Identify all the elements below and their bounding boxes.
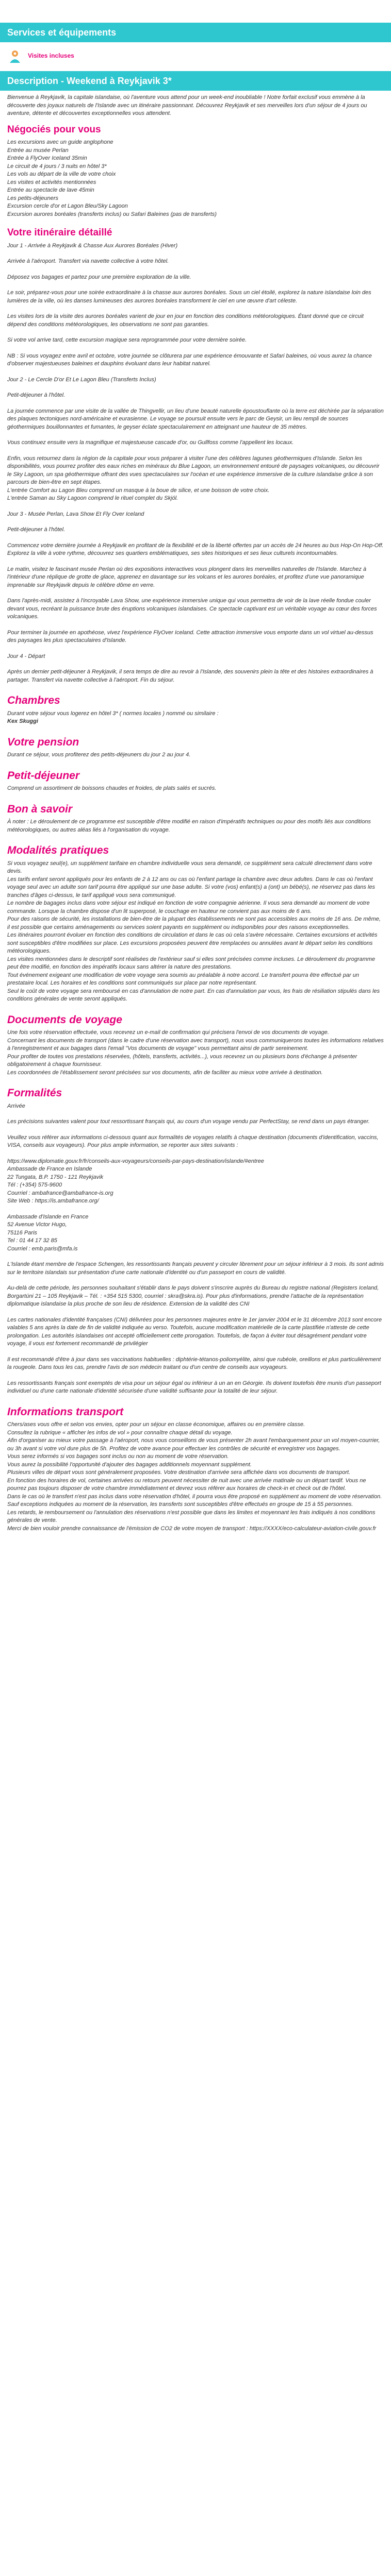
list-item: Les petits-déjeuners xyxy=(7,195,59,201)
visites-incluses-label: Visites incluses xyxy=(28,52,74,60)
list-item: Excursion aurores boréales (transferts inclus) ou Safari Baleines (pas de transferts) xyxy=(7,211,217,217)
documents-heading: Documents de voyage xyxy=(7,1013,122,1026)
day1-paragraph: Si votre vol arrive tard, cette excursion magique sera reprogrammée pour votre dernière soirée. xyxy=(7,337,247,343)
day2-paragraph: La journée commence par une visite de la vallée de Thingvellir, un lieu d'une beauté naturelle époustouflante où la terre est déchirée par la séparation des plaques tectoniques nord-américaine et eurasienne. Le voyage se poursuit ensuite vers le parc de Geysir, un lieu rempli de sources géothermiques bouillonnantes et fumantes, le geyser éclate spectaculairement en atteignant une hauteur de 35 mètres. xyxy=(7,408,384,430)
day3-paragraph: Petit-déjeuner à l'hôtel. xyxy=(7,527,66,533)
day1-title: Jour 1 - Arrivée à Reykjavik & Chasse Aux Aurores Boréales (Hiver) xyxy=(7,242,178,249)
list-item: En fonction des horaires de vol, certaines arrivées ou retours peuvent nécessiter de nuit avec une arrivée matinale ou un départ tardif. Vous ne pourrez pas toujours disposer de votre chambre immédiatement et devrez vous référer aux horaires de check-in et check out de l'hôtel. xyxy=(7,1477,366,1492)
modalites-paragraph: Le nombre de bagages inclus dans votre séjour est indiqué en fonction de votre compagnie aérienne. Il vous sera demandé au moment de votre commande. Lorsque la chambre dispose d'un lit superposé, le couchage en hauteur ne convient pas aux moins de 6 ans. xyxy=(7,900,370,914)
modalites-paragraph: Si vous voyagez seul(e), un supplément tarifaire en chambre individuelle vous sera demandé, ce supplément sera calculé directement dans votre devis. xyxy=(7,860,372,874)
list-item: Entrée au musée Perlan xyxy=(7,147,69,154)
list-item: Vous aurez la possibilité l'opportunité d'ajouter des bagages additionnels moyennant supplément. xyxy=(7,1461,252,1468)
chambres-heading: Chambres xyxy=(7,694,60,706)
day2-title: Jour 2 - Le Cercle D'or Et Le Lagon Bleu (Transferts Inclus) xyxy=(7,376,156,383)
pension-text: Durant ce séjour, vous profiterez des petits-déjeuners du jour 2 au jour 4. xyxy=(7,752,191,758)
day2-paragraph: Enfin, vous retournez dans la région de la capitale pour vous préparer à visiter l'une des célèbres lagunes géothermiques d'Islande. Selon les disponibilités, vous pourrez profiter des eaux riches en minéraux du Blue Lagoon, un environnement entouré de paysages volcaniques, ou découvrir le Sky Lagoon, un spa géothermique offrant des vues spectaculaires sur l'océan et une expérience immersive de la culture islandaise grâce à son parcours de bien-être en sept étapes. xyxy=(7,455,380,485)
day1-paragraph: Les visites lors de la visite des aurores boréales varient de jour en jour en fonction des conditions météorologiques. Étant donné que ce circuit dépend des conditions météorologiques, les observations ne sont pas garanties. xyxy=(7,313,364,328)
description-content xyxy=(0,91,391,1538)
formalites-paragraph: Les cartes nationales d'identité françaises (CNI) délivrées pour les personnes majeures entre le 1er janvier 2004 et le 31 décembre 2013 sont encore valables 5 ans après la date de fin de validité indiquée au verso. Toutefois, aucune modification matérielle de la carte plastifiée n'atteste de cette prolongation. Les autorités islandaises ont accepté officiellement cette prorogation. Toutefois, de façon à éviter tout désagrément pendant votre voyage, il vous est fortement recommandé de privilégier xyxy=(7,1316,382,1347)
modalites-paragraph: Les itinéraires pourront évoluer en fonction des conditions de circulation et dans le cas où cela s'avère nécessaire. Certaines excursions et activités sont susceptibles d'être modifiées sur place. Les excursions proposées peuvent être remplacées ou annulées avant le départ selon les conditions météorologiques. xyxy=(7,932,378,954)
day2-paragraph: Petit-déjeuner à l'hôtel. xyxy=(7,392,66,398)
petitdej-heading: Petit-déjeuner xyxy=(7,769,80,782)
diplomatie-link[interactable]: https://www.diplomatie.gouv.fr/fr/conseils-aux-voyageurs/conseils-par-pays-destination/islande/#entree xyxy=(7,1158,264,1164)
day2-paragraph: L'entrée Comfort au Lagon Bleu comprend un masque à la boue de silice, et une boisson de votre choix. xyxy=(7,487,270,494)
savoir-heading: Bon à savoir xyxy=(7,803,73,815)
negocie-list xyxy=(7,139,384,218)
list-item: Le circuit de 4 jours / 3 nuits en hôtel 3* xyxy=(7,163,107,170)
modalites-paragraph: Pour des raisons de sécurité, les installations de bien-être de la plupart des établissements ne sont pas accessibles aux moins de 16 ans. De même, il est possible que certains aménagements ou services soient payants en supplément ou indisponibles pour des raisons exceptionnelles. xyxy=(7,916,381,930)
list-item: Entrée à FlyOver Iceland 35min xyxy=(7,155,87,161)
savoir-text: À noter : Le déroulement de ce programme est susceptible d'être modifié en raison d'impératifs techniques ou pour des motifs liés aux conditions météorologiques, ou autres aléas liés à l'organisation du voyage. xyxy=(7,819,371,833)
transport-heading: Informations transport xyxy=(7,1405,124,1418)
formalites-paragraph: L'Islande étant membre de l'espace Schengen, les ressortissants français peuvent y circuler librement pour un séjour inférieur à 3 mois. Ils sont admis sur le territoire islandais sur présentation d'une carte nationale d'identité ou d'un passeport en cours de validité. xyxy=(7,1261,384,1276)
contact-line: Site Web : https://is.ambafrance.org/ xyxy=(7,1198,99,1204)
day1-paragraph: NB : Si vous voyagez entre avril et octobre, votre journée se clôturera par une expérience émouvante et Safari baleines, où vous aurez la chance d'observer majestueuses baleines et dauphins évoluant dans leur habitat naturel. xyxy=(7,352,372,367)
modalites-paragraph: Les visites mentionnées dans le descriptif sont réalisées de l'extérieur sauf si elles sont précisées comme incluses. Le déroulement du programme peut être modifié, en fonction des impératifs locaux sans altérer la nature des prestations. xyxy=(7,956,376,970)
modalites-heading: Modalités pratiques xyxy=(7,844,109,856)
description-title: Description - Weekend à Reykjavik 3* xyxy=(7,76,172,86)
day3-paragraph: Pour terminer la journée en apothéose, vivez l'expérience FlyOver Iceland. Cette attraction immersive vous emporte dans un vol virtuel au-dessus des paysages les plus spectaculaires d'Islande. xyxy=(7,629,373,643)
embassy-block xyxy=(7,1213,384,1253)
description-band xyxy=(0,71,391,91)
contact-line: Courriel : ambafrance@ambafrance-is.org xyxy=(7,1190,113,1196)
contact-line: 52 Avenue Victor Hugo, xyxy=(7,1222,67,1228)
itineraire-heading: Votre itinéraire détaillé xyxy=(7,227,112,238)
list-item: Entrée au spectacle de lave 45min xyxy=(7,187,94,193)
intro-text: Bienvenue à Reykjavik, la capitale islandaise, où l'aventure vous attend pour un week-end inoubliable ! Notre forfait exclusif vous emmène à la découverte des joyaux naturels de l'Islande avec un itinéraire passionnant. Découvrez Reykjavik et ses merveilles lors d'un séjour de 4 jours ou aventure, détente et découvertes exceptionnelles vous attendent. xyxy=(7,94,367,116)
day1-paragraph: Arrivée à l'aéroport. Transfert via navette collective à votre hôtel. xyxy=(7,258,169,264)
contact-line: 75116 Paris xyxy=(7,1229,37,1236)
contact-line: Tél : (+354) 575-9600 xyxy=(7,1182,62,1188)
documents-paragraph: Une fois votre réservation effectuée, vous recevrez un e-mail de confirmation qui précisera l'envoi de vos documents de voyage. xyxy=(7,1029,329,1036)
list-item: Dans le cas où le transfert n'est pas inclus dans votre réservation d'hôtel, il pourra vous être proposé en supplément au moment de votre réservation. Sauf exceptions indiquées au moment de la réservation, les transferts sont susceptibles d'être effectués en groupe de 15 à 55 personnes. xyxy=(7,1493,382,1507)
formalites-subheading: Arrivée xyxy=(7,1103,25,1109)
formalites-heading: Formalités xyxy=(7,1087,62,1099)
pension-heading: Votre pension xyxy=(7,736,79,748)
documents-paragraph: Les coordonnées de l'établissement seront précisées sur vos documents, afin de faciliter au mieux votre arrivée à destination. xyxy=(7,1069,323,1076)
day3-paragraph: Le matin, visitez le fascinant musée Perlan où des expositions interactives vous plongent dans les merveilles naturelles de l'Islande. Marchez à l'intérieur d'une réplique de grotte de glace, apprenez en davantage sur les volcans et les aurores boréales, et profitez d'une vue panoramique imprenable sur Reykjavik depuis le célèbre dôme en verre. xyxy=(7,566,367,588)
contact-line: Ambassade de France en Islande xyxy=(7,1166,92,1172)
services-band xyxy=(0,23,391,42)
contact-line: Courriel : emb.paris@mfa.is xyxy=(7,1245,78,1252)
modalites-paragraph: Les tarifs enfant seront appliqués pour les enfants de 2 à 12 ans ou cas où l'enfant partage la chambre avec deux adultes. Dans le cas où l'enfant voyage seul avec un adulte son tarif pourra être appliqué sur une base adulte. Si votre (vos) enfant(s) a (ont) un bébé(s), ne réservez pas dans les tranches d'âges ci-dessus, le tarif appliqué vous sera communiqué. xyxy=(7,876,375,899)
hotel-name: Kex Skuggi xyxy=(7,718,38,724)
list-item: Les retards, le remboursement ou l'annulation des réservations n'est possible que dans les limites et moyennant les frais indiqués à nos conditions générales de vente. xyxy=(7,1509,376,1523)
day2-paragraph: L'entrée Saman au Sky Lagoon comprend le rituel complet du Skjól. xyxy=(7,495,178,501)
petitdej-text: Comprend un assortiment de boissons chaudes et froides, de plats salés et sucrés. xyxy=(7,785,217,791)
day3-paragraph: Dans l'après-midi, assistez à l'incroyable Lava Show, une expérience immersive unique qui vous permettra de voir de la lave réelle fondue couler devant vous, recréant la puissance brute des éruptions volcaniques islandaises. Ce spectacle captivant est un véritable voyage au cœur des forces volcaniques. xyxy=(7,598,377,620)
contact-line: Ambassade d'Islande en France xyxy=(7,1213,89,1220)
day2-paragraph: Vous continuez ensuite vers la magnifique et majestueuse cascade d'or, ou Gullfoss comme l'appellent les locaux. xyxy=(7,439,294,446)
transport-list xyxy=(7,1421,384,1533)
contact-line: 22 Tungata, B.P. 1750 - 121 Reykjavik xyxy=(7,1174,104,1180)
list-item: Afin d'organiser au mieux votre passage à l'aéroport, nous vous conseillons de vous présenter 2h avant l'embarquement pour un vol moyen-courrier, ou 3h avant si votre vol dure plus de 5h. Profitez de votre avance pour effectuer les contrôles de sécurité et enregistrer vos bagages. xyxy=(7,1437,380,1452)
chambres-text: Durant votre séjour vous logerez en hôtel 3* ( normes locales ) nommé ou similaire : xyxy=(7,710,219,717)
list-item: Excursion cercle d'or et Lagon Bleu/Sky Lagoon xyxy=(7,203,128,209)
formalites-paragraph: Veuillez vous référer aux informations ci-dessous quant aux formalités de voyages relatifs à chaque destination (documents d'identification, vaccins, VISA, conseils aux voyageurs). Pour plus ample information, se reporter aux sites suivants : xyxy=(7,1134,379,1148)
modalites-paragraph: Seul le coût de votre voyage sera remboursé en cas d'annulation de notre part. En cas d'annulation par vous, les frais de résiliation stipulés dans les conditions générales de vente seront appliqués. xyxy=(7,988,380,1002)
formalites-paragraph: Il est recommandé d'être à jour dans ses vaccinations habituelles : diphtérie-tétanos-poliomyélite, ainsi que rubéole, oreillons et plus particulièrement la rougeole. Dans tous les cas, prendre l'avis de son médecin traitant ou d'un centre de conseils aux voyageurs. xyxy=(7,1356,381,1370)
list-item: Plusieurs villes de départ vous sont généralement proposées. Votre destination d'arrivée sera affichée dans vos documents de transport. xyxy=(7,1469,351,1476)
modalites-paragraph: Tout événement exigeant une modification de votre voyage sera soumis au préalable à notre accord. Le transfert pourra être effectué par un prestataire local. Les horaires et les conditions sont communiqués sur place par notre représentant. xyxy=(7,972,360,986)
day4-title: Jour 4 - Départ xyxy=(7,653,45,659)
formalites-paragraph: Les ressortissants français sont exemptés de visa pour un séjour égal ou inférieur à un an en Géorgie. Ils doivent toutefois être munis d'un passeport individuel ou d'une carte nationale d'identité sécurisée d'une validité suffisante pour la totalité de leur séjour. xyxy=(7,1380,381,1394)
day3-paragraph: Commencez votre dernière journée à Reykjavik en profitant de la flexibilité et de la liberté offertes par un accès de 24 heures au bus Hop-On Hop-Off. Explorez la ville à votre rythme, découvrez ses quartiers emblématiques, ses sites historiques et ses lieux culturels incontournables. xyxy=(7,542,384,556)
list-item: Les excursions avec un guide anglophone xyxy=(7,139,113,145)
formalites-contact-block xyxy=(7,1158,384,1206)
documents-paragraph: Pour profiter de toutes vos prestations réservées, (hôtels, transferts, activités...), vous recevrez un ou plusieurs bons d'échange à présenter obligatoirement à chaque fournisseur. xyxy=(7,1053,357,1067)
day1-paragraph: Déposez vos bagages et partez pour une première exploration de la ville. xyxy=(7,274,191,280)
list-item: Vous serez informés si vos bagages sont inclus ou non au moment de votre réservation. xyxy=(7,1453,229,1460)
services-row xyxy=(0,42,391,71)
day4-paragraph: Après un dernier petit-déjeuner à Reykjavik, il sera temps de dire au revoir à l'Islande, des souvenirs plein la tête et des histoires extraordinaires à partager. Transfert via navette collective à l'aéroport. Fin du séjour. xyxy=(7,669,373,683)
formalites-paragraph: Au-delà de cette période, les personnes souhaitant s'établir dans le pays doivent s'inscrire auprès du Bureau du registre national (Registers Iceland, Borgartúni 21 – 105 Reykjavik – Tél. : +354 515 5300, courriel : skra@skra.is). Pour plus d'informations, prendre l'attache de la représentation diplomatique islandaise la plus proche de son lieu de résidence. Extension de la validité des CNI xyxy=(7,1285,379,1307)
list-item: Les visites et activités mentionnées xyxy=(7,179,96,185)
day3-title: Jour 3 - Musée Perlan, Lava Show Et Fly Over Iceland xyxy=(7,511,144,517)
co2-link[interactable]: Merci de bien vouloir prendre connaissance de l'émission de CO2 de votre moyen de transport : https://XXXX/eco-calculateur-aviation-civile.gouv.fr xyxy=(7,1525,377,1532)
day1-paragraph: Le soir, préparez-vous pour une soirée extraordinaire à la chasse aux aurores boréales. Sous un ciel étoilé, explorez la nature islandaise loin des lumières de la ville, où les danses lumineuses des aurores boréales transforment le ciel en une œuvre d'art céleste. xyxy=(7,290,371,304)
documents-paragraph: Concernant les documents de transport (dans le cadre d'une réservation avec transport), nous vous communiquerons toutes les informations relatives à l'enregistrement et aux bagages dans l'email "Vos documents de voyage" vous permettant ainsi de partir sereinement. xyxy=(7,1037,384,1052)
services-title: Services et équipements xyxy=(7,27,117,38)
contact-line: Tel : 01 44 17 32 85 xyxy=(7,1238,57,1244)
list-item: Les vols au départ de la ville de votre choix xyxy=(7,171,116,177)
formalites-paragraph: Les précisions suivantes valent pour tout ressortissant français qui, au cours d'un voyage vendu par PerfectStay, se rend dans un pays étranger. xyxy=(7,1118,370,1125)
list-item: Chers/ases vous offre et selon vos envies, opter pour un séjour en classe économique, affaires ou en première classe. xyxy=(7,1421,305,1428)
negocie-heading: Négociés pour vous xyxy=(7,124,101,135)
visit-icon xyxy=(7,48,23,64)
list-item: Consultez la rubrique « afficher les infos de vol » pour connaître chaque détail du voyage. xyxy=(7,1429,233,1436)
